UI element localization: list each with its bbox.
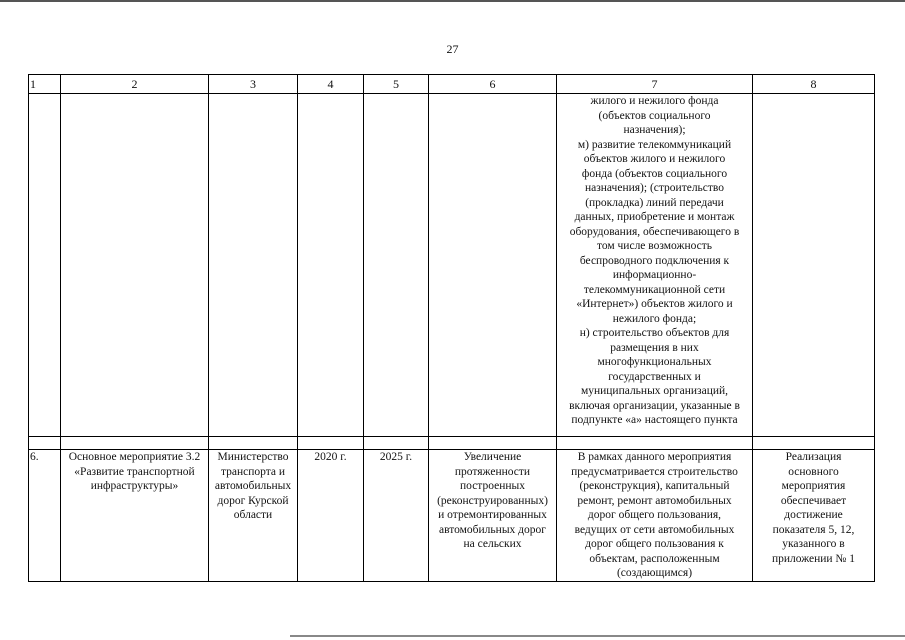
cell-empty [209, 94, 298, 437]
cell-empty [61, 94, 209, 437]
header-col-2: 2 [61, 75, 209, 94]
scan-edge-bottom [290, 635, 905, 637]
table-row-6 [29, 450, 875, 582]
program-measures-table [28, 74, 875, 582]
scan-edge-top [0, 0, 905, 2]
executor-cell: Министерство транспорта и автомобильных дорог Курской области [209, 450, 298, 582]
measure-description-cell: В рамках данного мероприятия предусматривается строительство (реконструкция), капитальный ремонт, ремонт автомобильных дорог общего пользования, ведущих от сети автомобильных дорог общего пользования к объектам, расположенным (создающимся) [557, 450, 753, 582]
header-col-3: 3 [209, 75, 298, 94]
cell-empty [29, 94, 61, 437]
cell-empty [364, 94, 429, 437]
continuation-description-cell: жилого и нежилого фонда (объектов социального назначения); м) развитие телекоммуникаций объектов жилого и нежилого фонда (объектов социального назначения); (строительство (прокладка) линий передачи данных, приобретение и монтаж оборудования, обеспечивающего в том числе возможность беспроводного подключения к информационно- телекоммуникационной сети «Интернет») объектов жилого и нежилого фонда; н) строительство объектов для размещения в них многофункциональных государственных и муниципальных организаций, включая организации, указанные в подпункте «а» настоящего пункта [557, 94, 753, 437]
cell-empty [753, 94, 875, 437]
indicator-relation-cell: Реализация основного мероприятия обеспечивает достижение показателя 5, 12, указанного в приложении № 1 [753, 450, 875, 582]
start-year-cell: 2020 г. [298, 450, 364, 582]
row-number-cell: 6. [29, 450, 61, 582]
header-col-7: 7 [557, 75, 753, 94]
cell-empty [298, 94, 364, 437]
table-spacer-row [29, 437, 875, 450]
table-header-row [29, 75, 875, 94]
header-col-4: 4 [298, 75, 364, 94]
end-year-cell: 2025 г. [364, 450, 429, 582]
header-col-8: 8 [753, 75, 875, 94]
header-col-6: 6 [429, 75, 557, 94]
measure-name-cell: Основное мероприятие 3.2 «Развитие транспортной инфраструктуры» [61, 450, 209, 582]
header-col-5: 5 [364, 75, 429, 94]
expected-result-cell: Увеличение протяженности построенных (реконструированных) и отремонтированных автомобильных дорог на сельских [429, 450, 557, 582]
table-row-continuation [29, 94, 875, 437]
header-col-1: 1 [29, 75, 61, 94]
cell-empty [429, 94, 557, 437]
page-number: 27 [446, 42, 459, 56]
